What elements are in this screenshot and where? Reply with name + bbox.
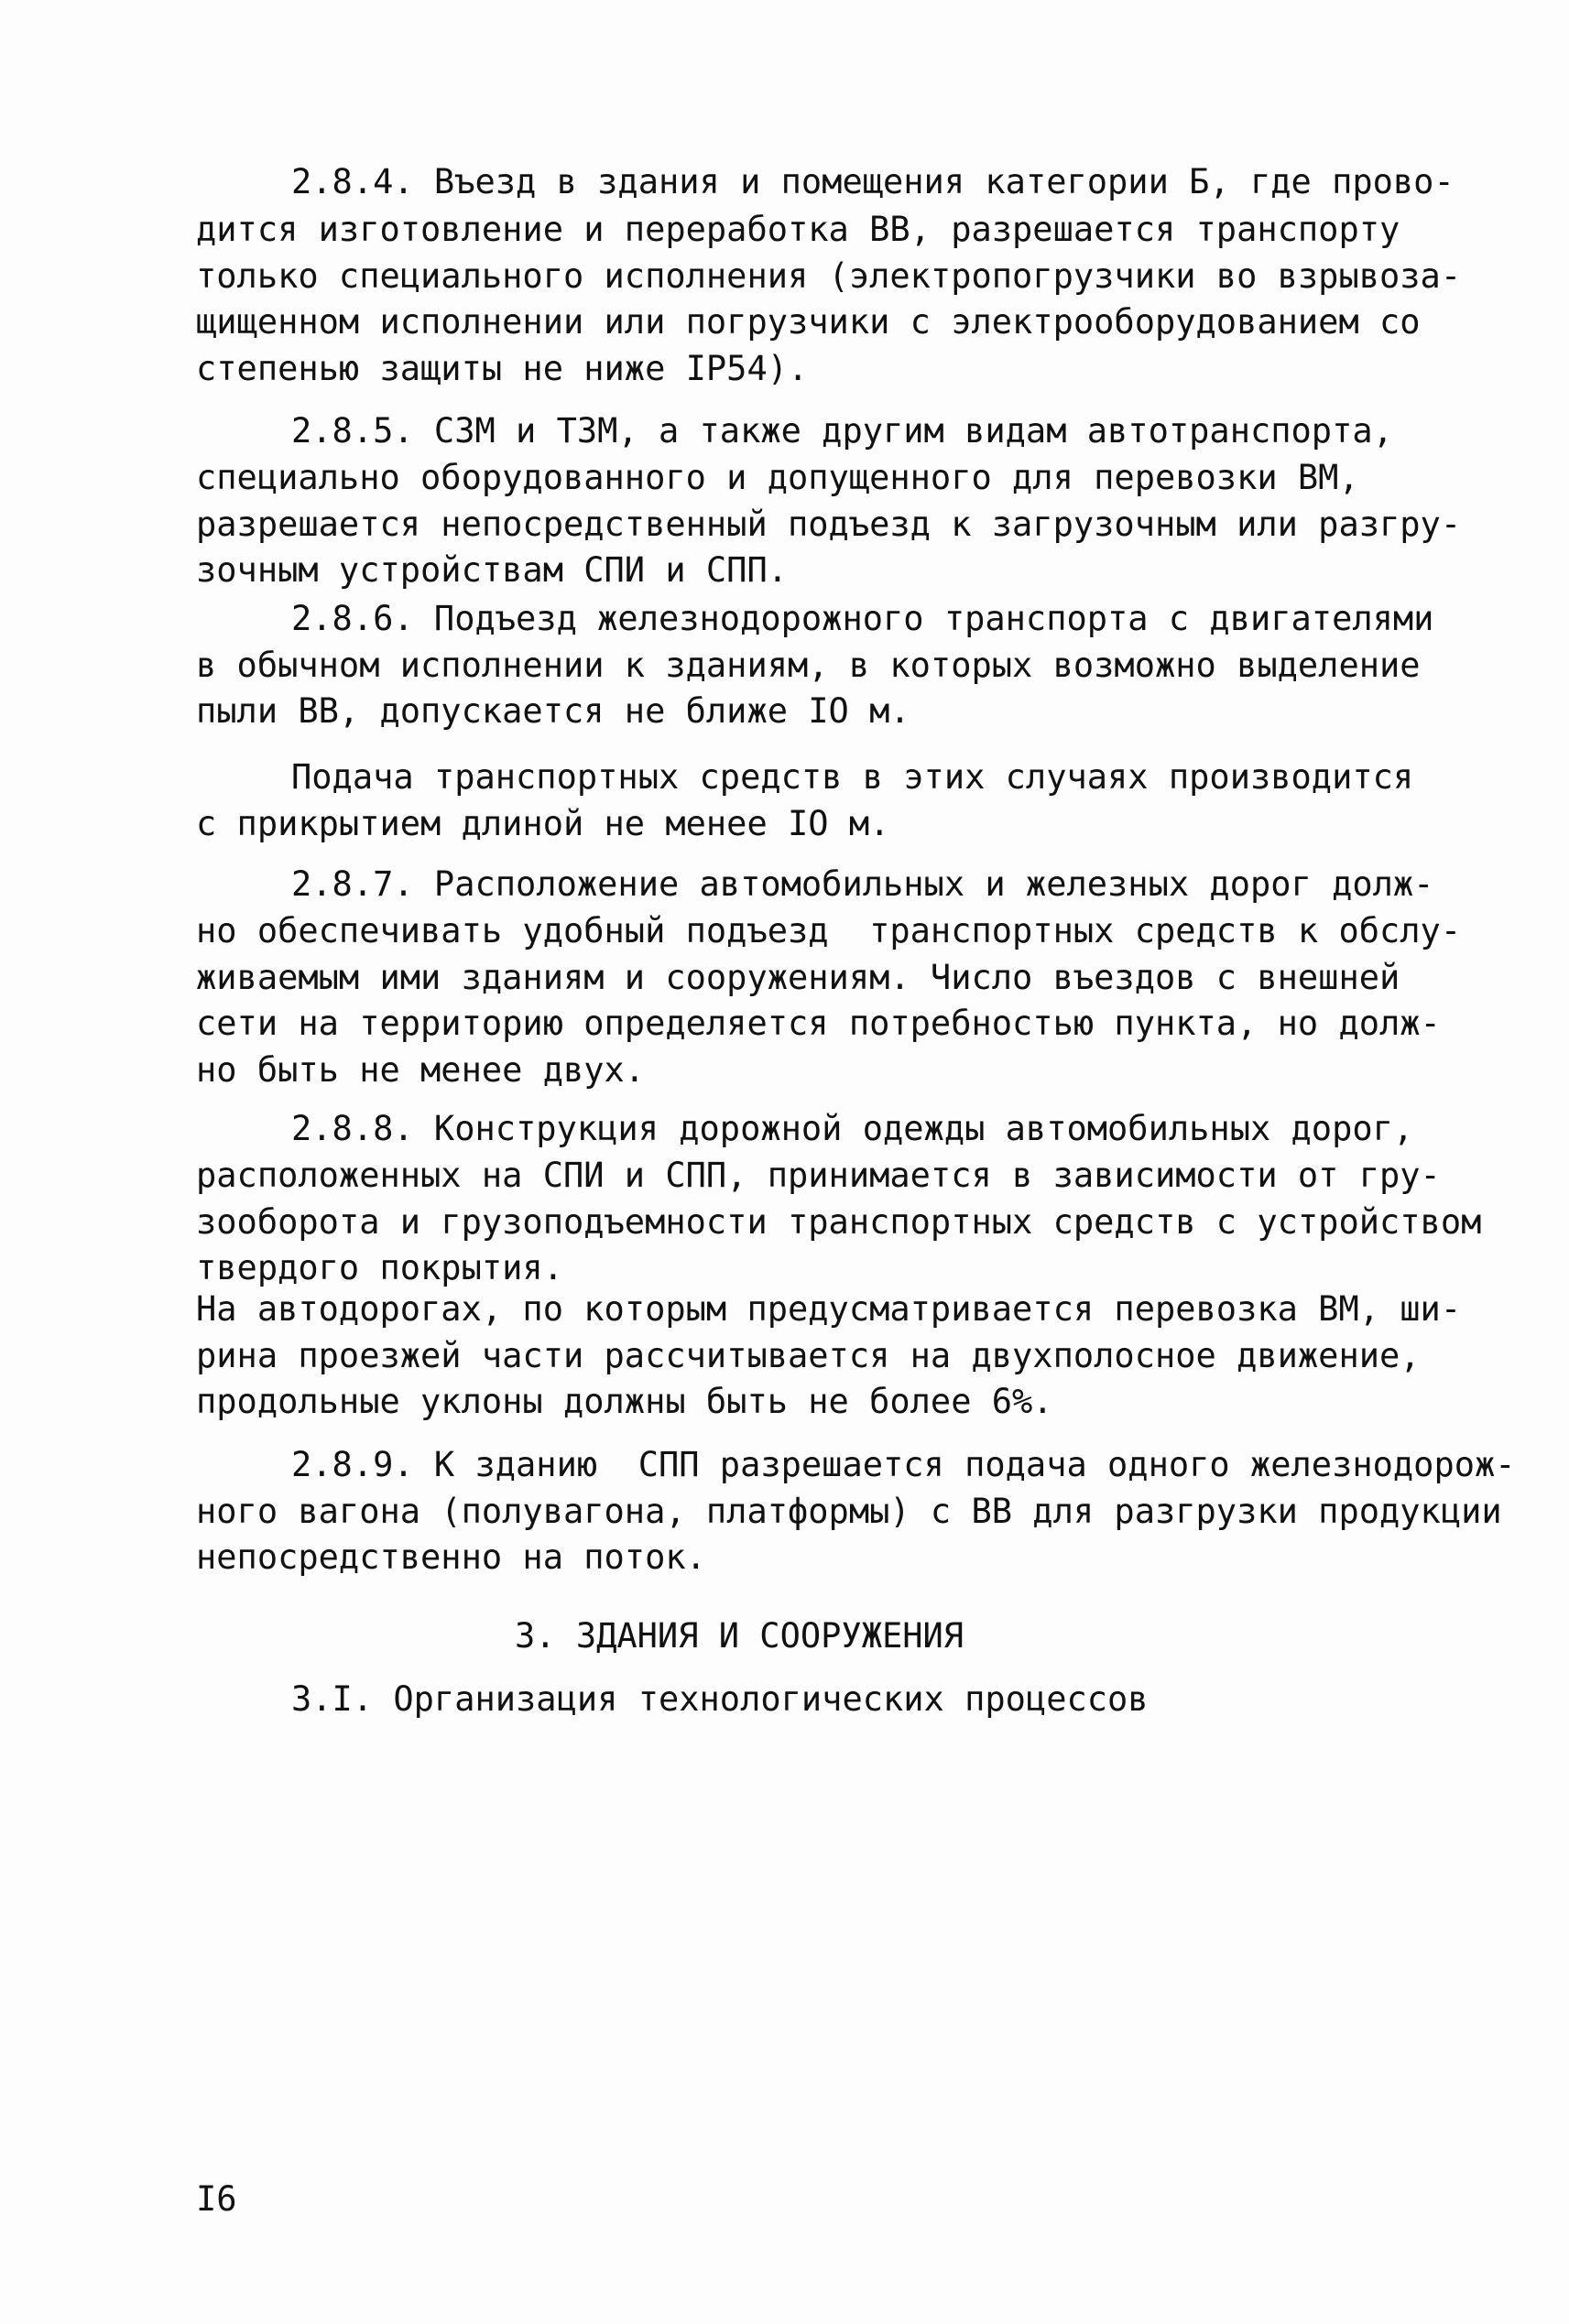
paragraph-2-8-8-line-3: зооборота и грузоподъемности транспортных средств с устройством	[196, 1202, 1482, 1242]
paragraph-2-8-8-line-6: рина проезжей части рассчитывается на двухполосное движение,	[196, 1336, 1421, 1375]
paragraph-2-8-4-line-1: 2.8.4. Въезд в здания и помещения категории Б, где прово-	[291, 162, 1455, 201]
paragraph-2-8-8-line-7: продольные уклоны должны быть не более 6%.	[196, 1382, 1053, 1421]
paragraph-2-8-9-line-1: 2.8.9. К зданию СПП разрешается подача одного железнодорож-	[291, 1445, 1516, 1484]
paragraph-2-8-8-line-1: 2.8.8. Конструкция дорожной одежды автомобильных дорог,	[291, 1109, 1414, 1148]
paragraph-2-8-7-line-2: но обеспечивать удобный подъезд транспортных средств к обслу-	[196, 911, 1462, 950]
paragraph-2-8-6-line-1: 2.8.6. Подъезд железнодорожного транспорта с двигателями	[291, 599, 1434, 638]
paragraph-podacha-line-1: Подача транспортных средств в этих случаях производится	[291, 757, 1414, 797]
paragraph-2-8-8-line-4: твердого покрытия.	[196, 1248, 563, 1287]
paragraph-2-8-7-line-1: 2.8.7. Расположение автомобильных и железных дорог долж-	[291, 864, 1434, 904]
paragraph-2-8-6-line-2: в обычном исполнении к зданиям, в которых возможно выделение	[196, 646, 1421, 685]
paragraph-2-8-7-line-5: но быть не менее двух.	[196, 1050, 646, 1090]
section-heading: 3. ЗДАНИЯ И СООРУЖЕНИЯ	[515, 1616, 964, 1656]
paragraph-podacha-line-2: с прикрытием длиной не менее IO м.	[196, 804, 890, 843]
paragraph-2-8-7-line-4: сети на территорию определяется потребностью пункта, но долж-	[196, 1004, 1441, 1043]
paragraph-2-8-7-line-3: живаемым ими зданиям и сооружениям. Число въездов с внешней	[196, 958, 1400, 997]
paragraph-2-8-4-line-2: дится изготовление и переработка ВВ, разрешается транспорту	[196, 210, 1400, 249]
paragraph-2-8-5-line-1: 2.8.5. СЗМ и ТЗМ, а также другим видам автотранспорта,	[291, 411, 1393, 451]
paragraph-2-8-6-line-3: пыли ВВ, допускается не ближе IO м.	[196, 691, 910, 731]
paragraph-2-8-9-line-2: ного вагона (полувагона, платформы) с ВВ для разгрузки продукции	[196, 1492, 1502, 1531]
paragraph-2-8-4-line-4: щищенном исполнении или погрузчики с электрооборудованием со	[196, 302, 1421, 342]
paragraph-2-8-5-line-2: специально оборудованного и допущенного для перевозки ВМ,	[196, 458, 1359, 497]
paragraph-2-8-9-line-3: непосредственно на поток.	[196, 1537, 706, 1577]
paragraph-2-8-4-line-5: степенью защиты не ниже IP54).	[196, 349, 809, 388]
paragraph-2-8-8-line-2: расположенных на СПИ и СПП, принимается в зависимости от гру-	[196, 1156, 1441, 1195]
paragraph-2-8-5-line-3: разрешается непосредственный подъезд к загрузочным или разгру-	[196, 505, 1462, 544]
paragraph-2-8-8-line-5: На автодорогах, по которым предусматривается перевозка ВМ, ши-	[196, 1289, 1462, 1329]
paragraph-2-8-4-line-3: только специального исполнения (электропогрузчики во взрывоза-	[196, 256, 1462, 296]
paragraph-2-8-5-line-4: зочным устройствам СПИ и СПП.	[196, 550, 789, 590]
page-number: I6	[196, 2179, 237, 2219]
subsection-heading: 3.I. Организация технологических процессов	[291, 1679, 1149, 1719]
